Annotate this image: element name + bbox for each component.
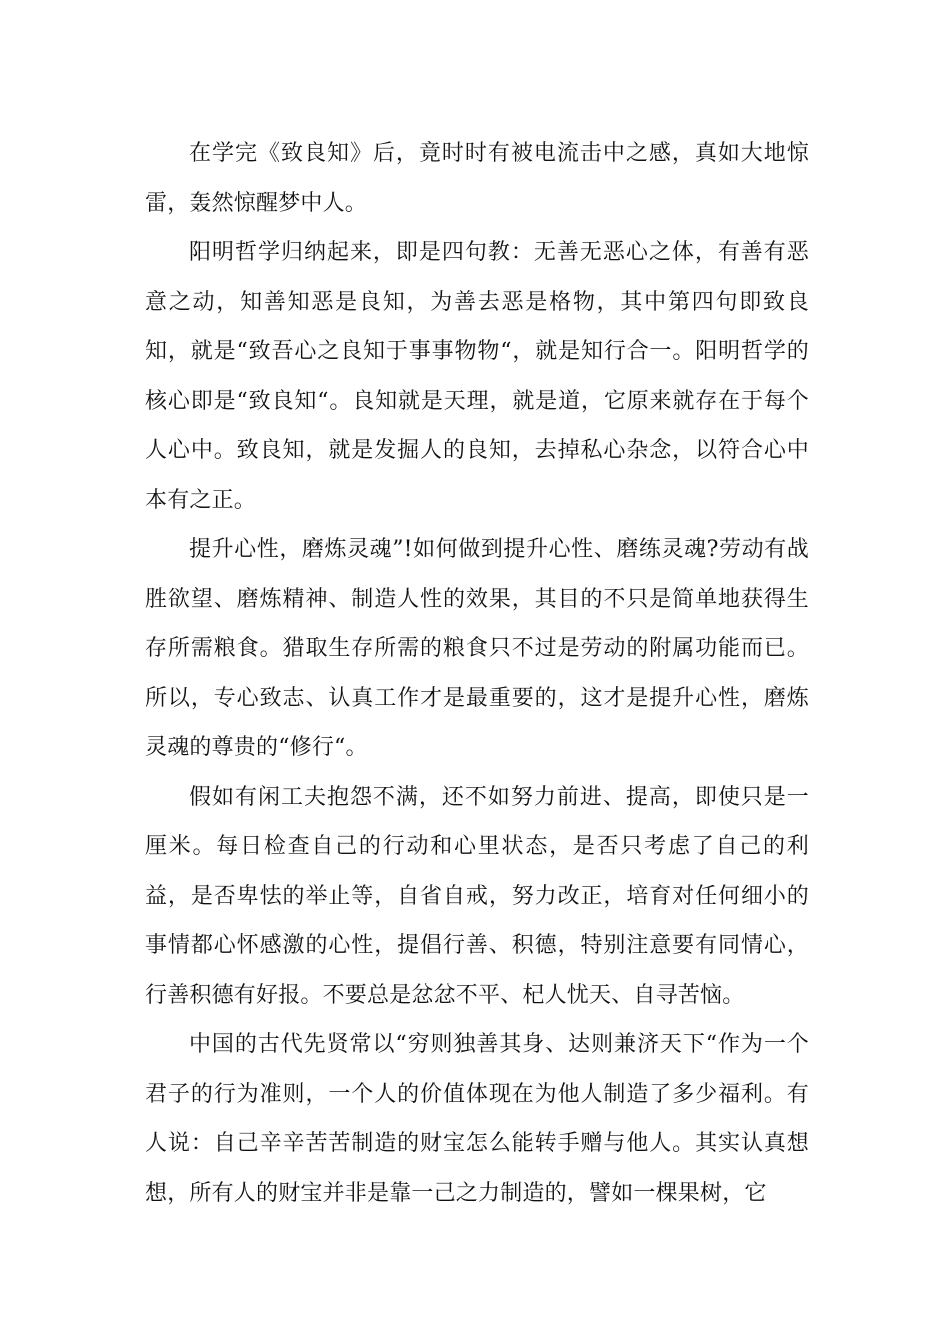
paragraph-2: 阳明哲学归纳起来，即是四句教：无善无恶心之体，有善有恶意之动，知善知恶是良知，为善去恶是格物，其中第四句即致良知，就是“致吾心之良知于事事物物“，就是知行合一。阳明哲学的核心即是“致良知“。良知就是天理，就是道，它原来就存在于每个人心中。致良知，就是发掘人的良知，去掉私心杂念，以符合心中本有之正。 <box>145 240 809 513</box>
paragraph-3: 提升心性，磨炼灵魂”!如何做到提升心性、磨练灵魂?劳动有战胜欲望、磨炼精神、制造人性的效果，其目的不只是简单地获得生存所需粮食。猎取生存所需的粮食只不过是劳动的附属功能而已。所以，专心致志、认真工作才是最重要的，这才是提升心性，磨炼灵魂的尊贵的“修行“。 <box>145 537 809 760</box>
paragraph-1: 在学完《致良知》后，竟时时有被电流击中之感，真如大地惊雷，轰然惊醒梦中人。 <box>145 141 809 216</box>
paragraph-4: 假如有闲工夫抱怨不满，还不如努力前进、提高，即使只是一厘米。每日检查自己的行动和心里状态，是否只考虑了自己的利益，是否卑怯的举止等，自省自戒，努力改正，培育对任何细小的事情都心怀感激的心性，提倡行善、积德，特别注意要有同情心，行善积德有好报。不要总是忿忿不平、杞人忧天、自寻苦恼。 <box>145 784 809 1008</box>
document-body <box>145 129 809 1218</box>
paragraph-5: 中国的古代先贤常以“穷则独善其身、达则兼济天下“作为一个君子的行为准则，一个人的价值体现在为他人制造了多少福利。有人说：自己辛辛苦苦制造的财宝怎么能转手赠与他人。其实认真想想，所有人的财宝并非是靠一己之力制造的，譬如一棵果树，它 <box>145 1032 809 1206</box>
